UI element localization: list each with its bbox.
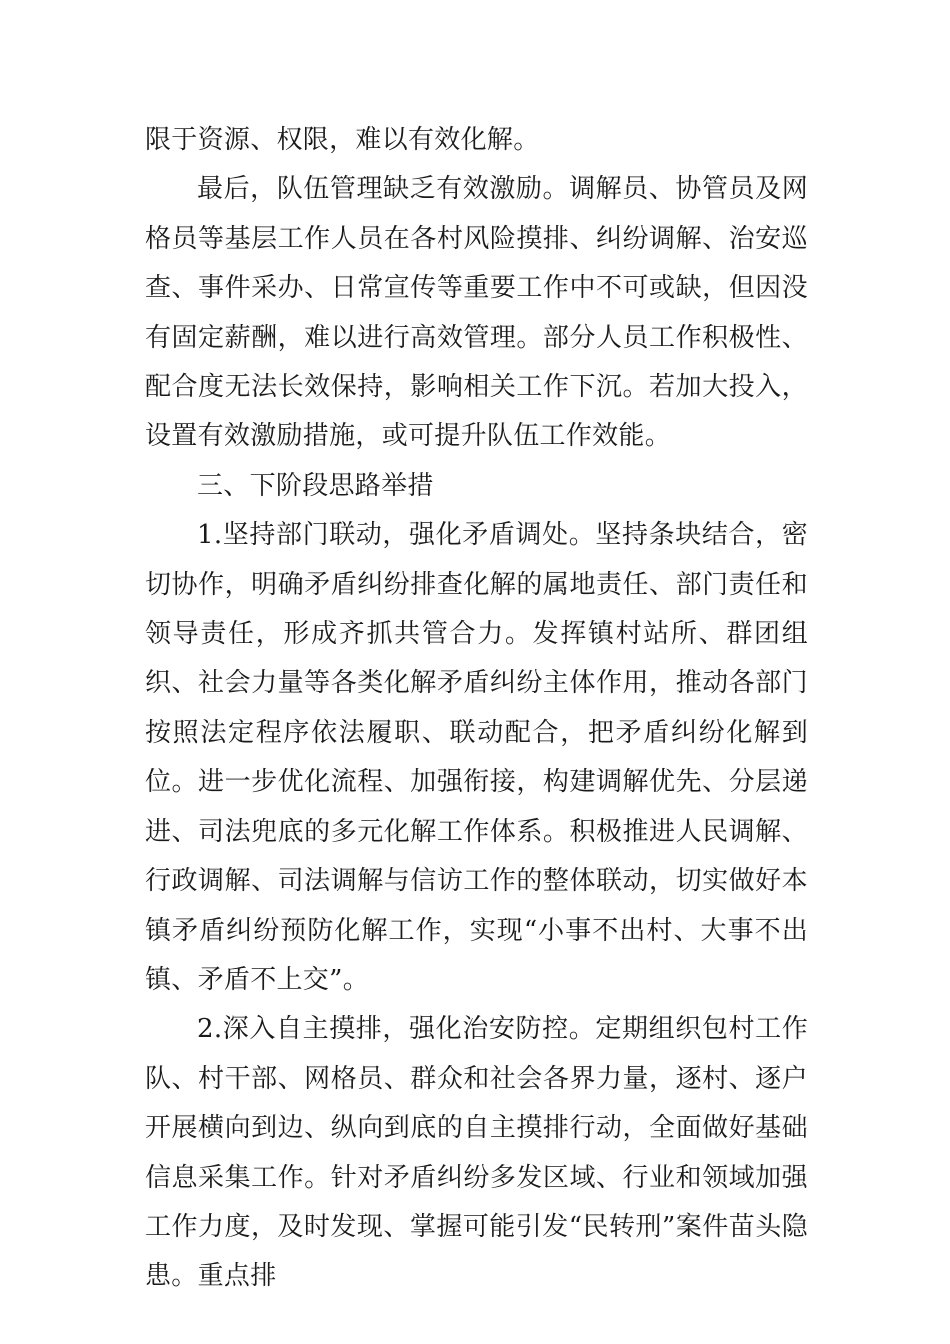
document-body bbox=[145, 116, 808, 1302]
paragraph-continuation: 限于资源、权限，难以有效化解。 bbox=[145, 125, 540, 155]
paragraph-team-management: 最后，队伍管理缺乏有效激励。调解员、协管员及网格员等基层工作人员在各村风险摸排、纠纷调解、治安巡查、事件采办、日常宣传等重要工作中不可或缺，但因没有固定薪酬，难以进行高效管理。部分人员工作积极性、配合度无法长效保持，影响相关工作下沉。若加大投入，设置有效激励措施，或可提升队伍工作效能。 bbox=[145, 174, 808, 452]
paragraph-item-1: 1.坚持部门联动，强化矛盾调处。坚持条块结合，密切协作，明确矛盾纠纷排查化解的属地责任、部门责任和领导责任，形成齐抓共管合力。发挥镇村站所、群团组织、社会力量等各类化解矛盾纠纷主体作用，推动各部门按照法定程序依法履职、联动配合，把矛盾纠纷化解到位。进一步优化流程、加强衔接，构建调解优先、分层递进、司法兜底的多元化解工作体系。积极推进人民调解、行政调解、司法调解与信访工作的整体联动，切实做好本镇矛盾纠纷预防化解工作，实现“小事不出村、大事不出镇、矛盾不上交”。 bbox=[145, 520, 808, 995]
paragraph-item-2: 2.深入自主摸排，强化治安防控。定期组织包村工作队、村干部、网格员、群众和社会各界力量，逐村、逐户开展横向到边、纵向到底的自主摸排行动，全面做好基础信息采集工作。针对矛盾纠纷多发区域、行业和领域加强工作力度，及时发现、掌握可能引发“民转刑”案件苗头隐患。重点排 bbox=[145, 1014, 808, 1292]
section-heading: 三、下阶段思路举措 bbox=[197, 470, 434, 501]
